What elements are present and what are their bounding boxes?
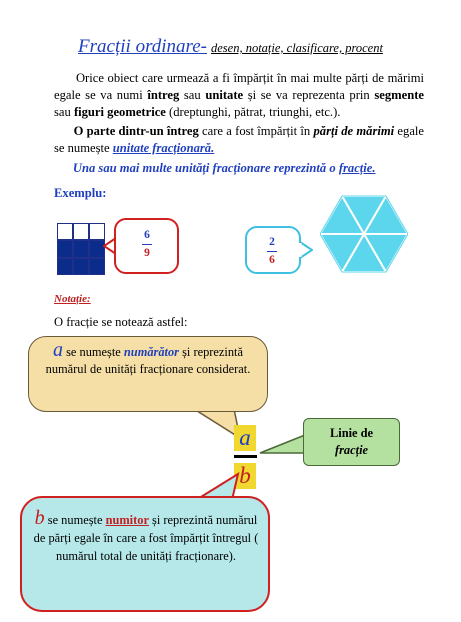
p3-text: Una sau mai multe unități fracționare reprezintă o	[72, 161, 339, 175]
term-numitor: numitor	[105, 513, 149, 527]
p2-bold: O parte dintr-un întreg	[73, 124, 199, 138]
title-sub: desen, notație, clasificare, procent	[210, 41, 383, 55]
boxA-text-a: se numește	[62, 345, 124, 359]
term-fractie: fracție.	[338, 161, 376, 175]
grid-cell	[73, 223, 89, 240]
callout-pointer	[299, 240, 313, 260]
p1-text-d: și se va reprezenta prin	[243, 88, 375, 102]
paragraph-unitate-fractionara	[54, 123, 424, 157]
numerator-letter: a	[239, 425, 251, 450]
term-unitate: unitate	[205, 88, 244, 102]
fraction-callout-hexagon	[245, 226, 301, 274]
grid-cell	[57, 240, 73, 257]
hexagon-figure	[320, 193, 408, 275]
notation-intro: O fracție se notează astfel:	[54, 315, 188, 329]
p2-text-c: egale se numește	[54, 124, 424, 155]
p2-bold-italic: părți de mărimi	[313, 124, 395, 138]
linie-line2: fracție	[334, 443, 369, 457]
example-heading: Exemplu:	[54, 186, 107, 200]
term-intreg: întreg	[147, 88, 180, 102]
grid-cell	[57, 258, 73, 275]
callout-pointer	[258, 433, 306, 457]
denominator: 6	[269, 254, 275, 266]
p1-text-c: sau	[179, 88, 206, 102]
p1-text-e: sau	[54, 105, 74, 119]
grid-cell	[89, 258, 105, 275]
p2-text-a: care a fost împărțit în	[198, 124, 314, 138]
fraction-grid	[57, 223, 105, 275]
boxA-text-b: și reprezintă numărul de unități fracționare considerat.	[45, 345, 251, 376]
fraction-line-label	[303, 418, 400, 466]
denominator: 9	[144, 247, 150, 259]
boxB-text-a: se numește	[44, 513, 106, 527]
fraction-2-6	[267, 236, 277, 267]
p1-text-f: (dreptunghi, pătrat, triunghi, etc.).	[165, 105, 341, 119]
linie-line1: Linie de	[329, 426, 374, 440]
grid-cell	[73, 240, 89, 257]
title-main: Fracții ordinare-	[78, 36, 207, 57]
paragraph-intreg	[54, 70, 424, 121]
grid-cell	[57, 223, 73, 240]
term-segmente: segmente	[374, 88, 424, 102]
fraction-numerator-a	[234, 425, 256, 451]
grid-cell	[73, 258, 89, 275]
letter-a: a	[52, 339, 63, 361]
p1-text-a: Orice obiect care urmează a fi împărțit în mai multe părți de mărimi egale se va numi	[54, 71, 425, 102]
term-numarator: numărător	[123, 345, 179, 359]
page-title	[0, 36, 461, 58]
numerator: 6	[144, 229, 150, 241]
denominator-letter: b	[239, 463, 251, 488]
fraction-6-9	[142, 229, 152, 260]
fraction-line	[234, 455, 257, 458]
letter-b: b	[34, 507, 45, 529]
fraction-callout-grid	[114, 218, 179, 274]
boxB-text-b: și reprezintă numărul de părți egale în care a fost împărțit întregul ( numărul total de unități fracționare).	[33, 513, 259, 563]
notation-heading: Notație:	[54, 293, 91, 305]
term-unitate-fractionara: unitate fracționară.	[112, 141, 215, 155]
numerator-description	[40, 339, 256, 378]
paragraph-fractie	[54, 161, 434, 176]
numerator: 2	[269, 236, 275, 248]
term-figuri: figuri geometrice	[73, 105, 166, 119]
denominator-description	[32, 509, 260, 565]
